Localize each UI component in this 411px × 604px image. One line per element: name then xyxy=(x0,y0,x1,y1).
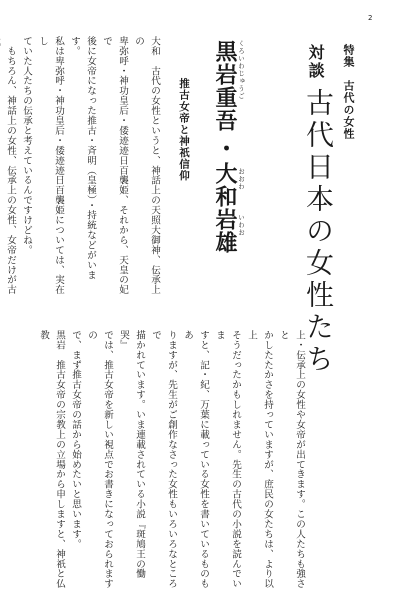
top-body-text xyxy=(5,36,162,298)
page-number: 2 xyxy=(368,14,373,22)
text-column: かしたたかさを持っていますが、庶民の女たちは、より以上 xyxy=(246,330,273,589)
text-column: 大和 古代の女性というと、神話上の天照大御神、伝承上の xyxy=(133,36,160,295)
text-column: 黒岩 推古女帝の宗教上の立場から申しますと、神祇と仏教 xyxy=(38,330,65,589)
text-column: で、まず推古女帝の話から始めたいと思います。 xyxy=(70,330,81,549)
text-column: もちろん、神話上の女性、伝承上の女性、女帝だけが古 xyxy=(5,45,16,295)
text-column: 描かれています。いま連載されている小説『斑鳩王の慟哭』 xyxy=(118,330,145,579)
text-column: そうだったかもしれません。先生の古代の小説を読んでいま xyxy=(214,330,241,589)
text-column: 卑弥呼・神功皇后・倭迹迹日百襲姫、それから、天皇の妃で xyxy=(101,36,128,295)
name1-reading: くろいわじゅうご xyxy=(237,40,245,100)
name-separator: ・ xyxy=(212,137,238,159)
feature-label: 特集 古代の女性 xyxy=(342,44,355,140)
text-column: 上・伝承上の女性や女帝が出てきます。この人たちも強さと xyxy=(278,330,305,589)
name2-reading-a: おおわ xyxy=(237,168,245,191)
page-title: 古代日本の女性たち xyxy=(302,88,335,376)
speaker-name-1: 黒岩重吾 xyxy=(212,40,238,132)
speaker-name-2: 大和岩雄 xyxy=(212,162,238,254)
dialogue-label: 対談 xyxy=(306,44,325,80)
text-column: ていた人たちの伝承と考えているんですけどね。 xyxy=(21,36,32,255)
text-column: 後に女帝になった推古・斉明（皇極）・持統などがいます。 xyxy=(69,36,96,280)
section-heading: 推古女帝と神祇信仰 xyxy=(178,78,190,182)
bottom-body-text xyxy=(38,330,307,592)
text-column: では、推古女帝を新しい視点でお書きになっておられますの xyxy=(86,330,113,589)
name2-reading-b: いわお xyxy=(237,214,245,237)
text-column: りますが、先生がご創作なさった女性もいろいろなところで xyxy=(150,330,177,589)
text-column: すと、記・紀、万葉に載っている女性を書いているものもあ xyxy=(182,330,209,589)
text-column: 私は卑弥呼・神功皇后・倭迹迹日百襲姫については、実在し xyxy=(37,36,64,295)
